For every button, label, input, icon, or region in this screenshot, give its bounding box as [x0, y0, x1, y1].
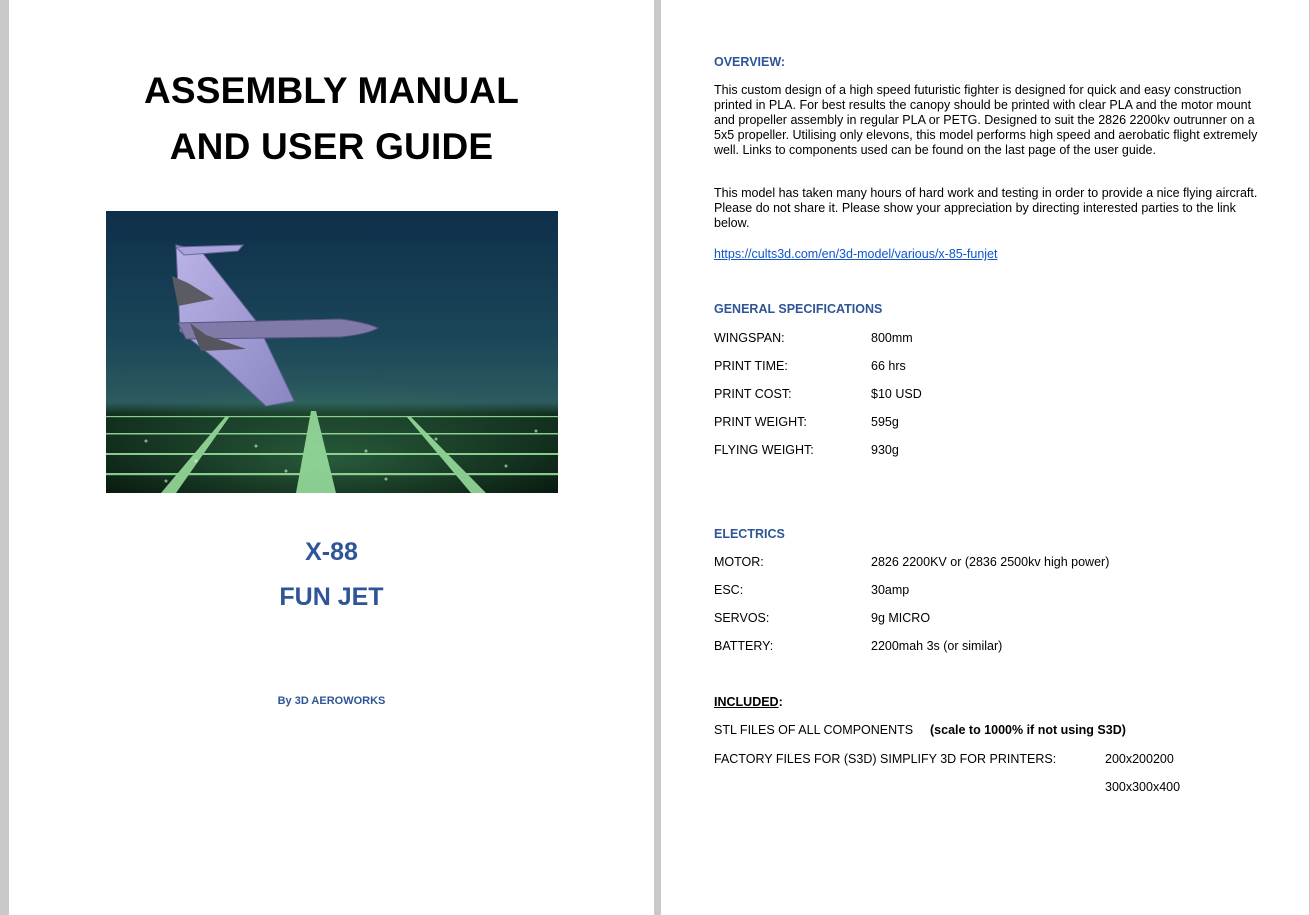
spec-label: PRINT COST: — [714, 387, 792, 401]
electrics-label: ESC: — [714, 583, 744, 597]
cover-jet-image — [106, 211, 558, 493]
spec-value: 930g — [871, 443, 899, 457]
overview-paragraph-2: This model has taken many hours of hard work and testing in order to provide a nice flying aircraft. Please do not share it. Please show your appreciation by directing interested parties to the link below. — [714, 186, 1258, 230]
electrics-value: 2200mah 3s (or similar) — [871, 639, 1003, 653]
included-heading-colon: : — [778, 695, 783, 709]
electrics-label: MOTOR: — [714, 555, 764, 569]
spec-label: PRINT WEIGHT: — [714, 415, 807, 429]
model-name: FUN JET — [279, 583, 384, 611]
included-heading-text: INCLUDED — [714, 695, 779, 709]
spec-label: WINGSPAN: — [714, 331, 785, 345]
overview-heading: OVERVIEW: — [714, 55, 786, 69]
printer-size-2: 300x300x400 — [1105, 780, 1181, 794]
spec-label: FLYING WEIGHT: — [714, 443, 814, 457]
included-heading — [714, 695, 783, 709]
electrics-value: 9g MICRO — [871, 611, 931, 625]
stl-scale-note: (scale to 1000% if not using S3D) — [930, 723, 1126, 737]
specs-heading: GENERAL SPECIFICATIONS — [714, 302, 883, 316]
cover-page — [9, 0, 654, 915]
cover-title-line1: ASSEMBLY MANUAL — [143, 70, 520, 111]
electrics-value: 2826 2200KV or (2836 2500kv high power) — [871, 555, 1110, 569]
spec-label: PRINT TIME: — [714, 359, 788, 373]
electrics-heading: ELECTRICS — [714, 527, 785, 541]
spec-value: 66 hrs — [871, 359, 906, 373]
electrics-label: SERVOS: — [714, 611, 770, 625]
spec-value: 595g — [871, 415, 899, 429]
model-code: X-88 — [305, 538, 358, 566]
cover-title-line2: AND USER GUIDE — [169, 126, 494, 167]
electrics-label: BATTERY: — [714, 639, 774, 653]
electrics-value: 30amp — [871, 583, 910, 597]
details-page — [661, 0, 1309, 915]
printer-size-1: 200x200200 — [1105, 752, 1174, 766]
factory-files-text: FACTORY FILES FOR (S3D) SIMPLIFY 3D FOR PRINTERS: — [714, 752, 1057, 766]
spec-value: $10 USD — [871, 387, 922, 401]
stl-files-text: STL FILES OF ALL COMPONENTS — [714, 723, 914, 737]
overview-paragraph-1: This custom design of a high speed futuristic fighter is designed for quick and easy construction printed in PLA. For best results the canopy should be printed with clear PLA and the motor mount and propeller assembly in regular PLA or PETG. Designed to suit the 2826 2200kv outrunner on a 5x5 propeller. Utilising only elevons, this model performs high speed and aerobatic flight extremely well. Links to components used can be found on the last page of the user guide. — [714, 83, 1258, 157]
byline: By 3D AEROWORKS — [277, 695, 386, 707]
spec-value: 800mm — [871, 331, 913, 345]
cults3d-link[interactable]: https://cults3d.com/en/3d-model/various/x-85-funjet — [714, 247, 998, 261]
